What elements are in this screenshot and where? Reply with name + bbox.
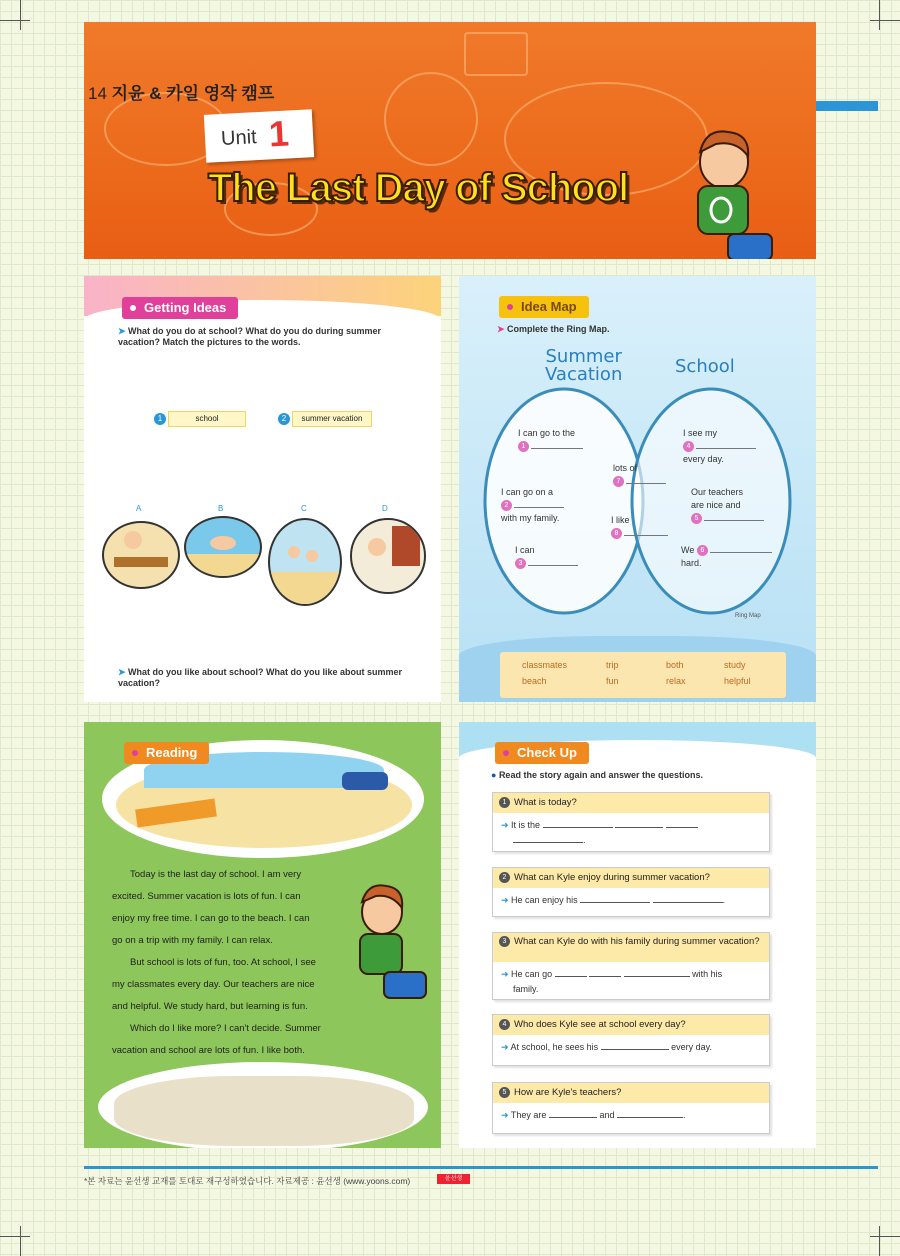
car	[342, 772, 388, 790]
crop-mark	[0, 1236, 30, 1237]
reading-line: Today is the last day of school. I am very	[130, 869, 302, 880]
question-header	[493, 1015, 769, 1035]
item-number: 6	[697, 545, 708, 556]
arrow-icon: ➜	[501, 895, 512, 905]
answer-text: with his	[692, 969, 723, 979]
reading-line: enjoy my free time. I can go to the beach. I can	[112, 913, 310, 924]
crop-mark	[870, 20, 900, 21]
question-header	[493, 868, 769, 888]
question-2	[492, 867, 770, 917]
arrow-icon: ➜	[501, 969, 512, 979]
school-scene	[114, 1076, 414, 1146]
boy-illustration	[666, 122, 776, 259]
question-4	[492, 1014, 770, 1066]
question-number: 3	[499, 936, 510, 947]
answer-blank[interactable]	[513, 834, 583, 843]
item-number: 1	[518, 441, 529, 452]
unit-number: 1	[267, 112, 290, 155]
reading-line: vacation and school are lots of fun. I like both.	[112, 1045, 305, 1056]
question-header	[493, 793, 769, 813]
question-header	[493, 933, 769, 962]
answer-blank[interactable]	[589, 968, 621, 977]
ring-item-2	[501, 486, 564, 525]
ring-text: Our teachers	[691, 487, 744, 497]
crop-mark	[20, 0, 21, 30]
tag-dot	[130, 305, 136, 311]
picture-d-teacher[interactable]	[350, 518, 426, 594]
ring-text: I see my	[683, 428, 718, 438]
answer-text: every day.	[671, 1042, 712, 1052]
instruction-2	[118, 667, 428, 689]
ring-item-7	[613, 462, 666, 488]
word-bank-item: fun	[606, 676, 619, 686]
unit-banner	[84, 22, 816, 259]
ring-item-8	[611, 514, 668, 540]
answer-blank[interactable]	[624, 968, 690, 977]
answer-text: He can go	[511, 969, 553, 979]
reading-line: and helpful. We study hard, but learning is fun.	[112, 1001, 308, 1012]
question-text: Who does Kyle see at school every day?	[514, 1019, 686, 1030]
ring-text: I can go to the	[518, 428, 576, 438]
tag-label: Idea Map	[521, 299, 577, 314]
answer-text: and	[599, 1110, 615, 1120]
ring-item-5	[691, 486, 764, 525]
reading-panel	[84, 722, 441, 1148]
answer-blank[interactable]	[528, 557, 578, 566]
instruction-text: Read the story again and answer the questions.	[498, 770, 703, 780]
question-text: What is today?	[514, 797, 577, 808]
reading-tag	[124, 742, 209, 764]
ring-item-3	[515, 544, 578, 570]
question-3	[492, 932, 770, 1000]
word-bank	[500, 652, 786, 698]
check-up-instruction	[491, 770, 703, 781]
question-text: How are Kyle's teachers?	[514, 1087, 622, 1098]
ring-text: with my family.	[501, 513, 560, 523]
answer-text: .	[722, 895, 726, 905]
answer-line	[493, 1035, 769, 1060]
item-number: 2	[501, 500, 512, 511]
answer-blank[interactable]	[710, 544, 772, 553]
answer-line	[493, 813, 769, 853]
word-bank-item: helpful	[724, 676, 751, 686]
picture-c-family-trip[interactable]	[268, 518, 342, 606]
arrow-icon: ➜	[501, 820, 512, 830]
answer-blank[interactable]	[653, 894, 723, 903]
answer-blank[interactable]	[543, 819, 613, 828]
tag-label: Check Up	[517, 745, 577, 760]
answer-blank[interactable]	[531, 440, 583, 449]
footer-credit: *본 자료는 윤선생 교재를 토대로 재구성하였습니다. 자료제공 : 윤선생 (www.yoons.com)	[84, 1176, 411, 1186]
answer-text: At school, he sees his	[510, 1042, 599, 1052]
word-bank-item: both	[666, 660, 684, 670]
word-bank-item: trip	[606, 660, 619, 670]
answer-text: They are	[510, 1110, 547, 1120]
crop-mark	[870, 1236, 900, 1237]
basketball-hoop-sketch	[464, 32, 528, 76]
arrow-icon: ➤	[118, 667, 129, 677]
picture-label-c: C	[301, 504, 307, 513]
ring-item-4	[683, 427, 756, 466]
instruction-text: What do you do at school? What do you do during summer vacation? Match the pictures to the words.	[118, 326, 382, 347]
picture-label-d: D	[382, 504, 388, 513]
ring-text: I can	[515, 545, 535, 555]
crop-mark	[879, 1226, 880, 1256]
picture-label-a: A	[136, 504, 142, 513]
crop-mark	[0, 20, 30, 21]
ring-text: hard.	[681, 558, 702, 568]
yoons-logo: 윤선생	[437, 1174, 470, 1184]
left-title-line: Vacation	[545, 364, 623, 385]
ring-text: are nice and	[691, 500, 741, 510]
answer-blank[interactable]	[555, 968, 587, 977]
page-edge-bar	[816, 101, 878, 111]
question-header	[493, 1083, 769, 1103]
word-bank-item: study	[724, 660, 746, 670]
getting-ideas-panel	[84, 276, 441, 702]
answer-blank[interactable]	[704, 512, 764, 521]
tag-dot	[132, 750, 138, 756]
check-up-tag	[495, 742, 589, 764]
answer-blank[interactable]	[514, 499, 564, 508]
question-5	[492, 1082, 770, 1134]
ring-text: I like	[611, 515, 630, 525]
question-text: What can Kyle do with his family during summer vacation?	[514, 936, 760, 948]
item-number: 5	[691, 513, 702, 524]
answer-text: .	[683, 1110, 686, 1120]
ring-map-right-title: School	[675, 356, 735, 377]
item-number: 8	[611, 528, 622, 539]
tag-dot	[503, 750, 509, 756]
ring-text: lots of	[613, 463, 638, 473]
bullet-icon: ●	[491, 770, 499, 780]
ring-map-caption: Ring Map	[735, 613, 761, 619]
answer-blank[interactable]	[666, 819, 698, 828]
ring-item-1	[518, 427, 583, 453]
reading-line: go on a trip with my family. I can relax.	[112, 935, 273, 946]
word-box-summer-vacation: summer vacation	[292, 411, 372, 427]
getting-ideas-tag	[122, 297, 238, 319]
word-number: 1	[154, 413, 166, 425]
reading-line: Which do I like more? I can't decide. Summer	[130, 1023, 321, 1034]
picture-b-beach[interactable]	[184, 516, 262, 578]
question-text: What can Kyle enjoy during summer vacation?	[514, 872, 710, 883]
item-number: 4	[683, 441, 694, 452]
crop-mark	[879, 0, 880, 30]
book-title: 지윤 & 카일 영작 캠프	[111, 84, 275, 103]
footer-rule	[84, 1166, 878, 1169]
unit-card	[204, 109, 314, 163]
answer-blank[interactable]	[624, 527, 668, 536]
answer-blank[interactable]	[617, 1109, 683, 1118]
instruction-text: Complete the Ring Map.	[507, 324, 610, 334]
arrow-icon: ➤	[118, 326, 129, 336]
reading-line: my classmates every day. Our teachers are nice	[112, 979, 315, 990]
word-bank-item: classmates	[522, 660, 568, 670]
answer-blank[interactable]	[601, 1041, 669, 1050]
answer-blank[interactable]	[580, 894, 650, 903]
answer-line	[493, 888, 769, 913]
arrow-icon: ➜	[501, 1042, 511, 1052]
ring-item-6	[681, 544, 772, 570]
page-title: The Last Day of School	[208, 166, 629, 210]
picture-label-b: B	[218, 504, 224, 513]
idea-map-panel	[459, 276, 816, 702]
arrow-icon: ➜	[501, 1110, 511, 1120]
tag-label: Reading	[146, 745, 198, 760]
word-number: 2	[278, 413, 290, 425]
page-number: 14	[88, 84, 107, 103]
answer-blank[interactable]	[549, 1109, 597, 1118]
answer-blank[interactable]	[615, 819, 663, 828]
item-number: 3	[515, 558, 526, 569]
crop-mark	[20, 1226, 21, 1256]
answer-text: He can enjoy his	[511, 895, 578, 905]
arrow-icon: ➤	[497, 324, 508, 334]
reading-line: But school is lots of fun, too. At school, I see	[130, 957, 316, 968]
picture-a-classroom[interactable]	[102, 521, 180, 589]
left-title-line: Summer	[545, 346, 622, 367]
boy-sitting-illustration	[338, 878, 434, 1004]
answer-text: It is the	[511, 820, 541, 830]
reading-line: excited. Summer vacation is lots of fun. I can	[112, 891, 301, 902]
banner-sketch	[384, 72, 478, 166]
answer-blank[interactable]	[626, 475, 666, 484]
word-bank-item: relax	[666, 676, 686, 686]
ring-text: every day.	[683, 454, 724, 464]
unit-label: Unit	[220, 126, 258, 150]
ring-text: I can go on a	[501, 487, 554, 497]
question-1	[492, 792, 770, 852]
item-number: 7	[613, 476, 624, 487]
answer-blank[interactable]	[696, 440, 756, 449]
word-box-school: school	[168, 411, 246, 427]
page-header	[88, 79, 274, 104]
answer-text: family.	[513, 984, 539, 994]
question-number: 4	[499, 1019, 510, 1030]
instruction-1	[118, 326, 418, 348]
instruction-text: What do you like about school? What do you like about summer vacation?	[118, 667, 403, 688]
question-number: 1	[499, 797, 510, 808]
question-number: 2	[499, 872, 510, 883]
answer-line	[493, 962, 769, 1002]
tag-label: Getting Ideas	[144, 300, 227, 315]
ring-text: We	[681, 545, 695, 555]
word-bank-item: beach	[522, 676, 547, 686]
answer-line	[493, 1103, 769, 1128]
question-number: 5	[499, 1087, 510, 1098]
answer-text: .	[583, 835, 586, 845]
